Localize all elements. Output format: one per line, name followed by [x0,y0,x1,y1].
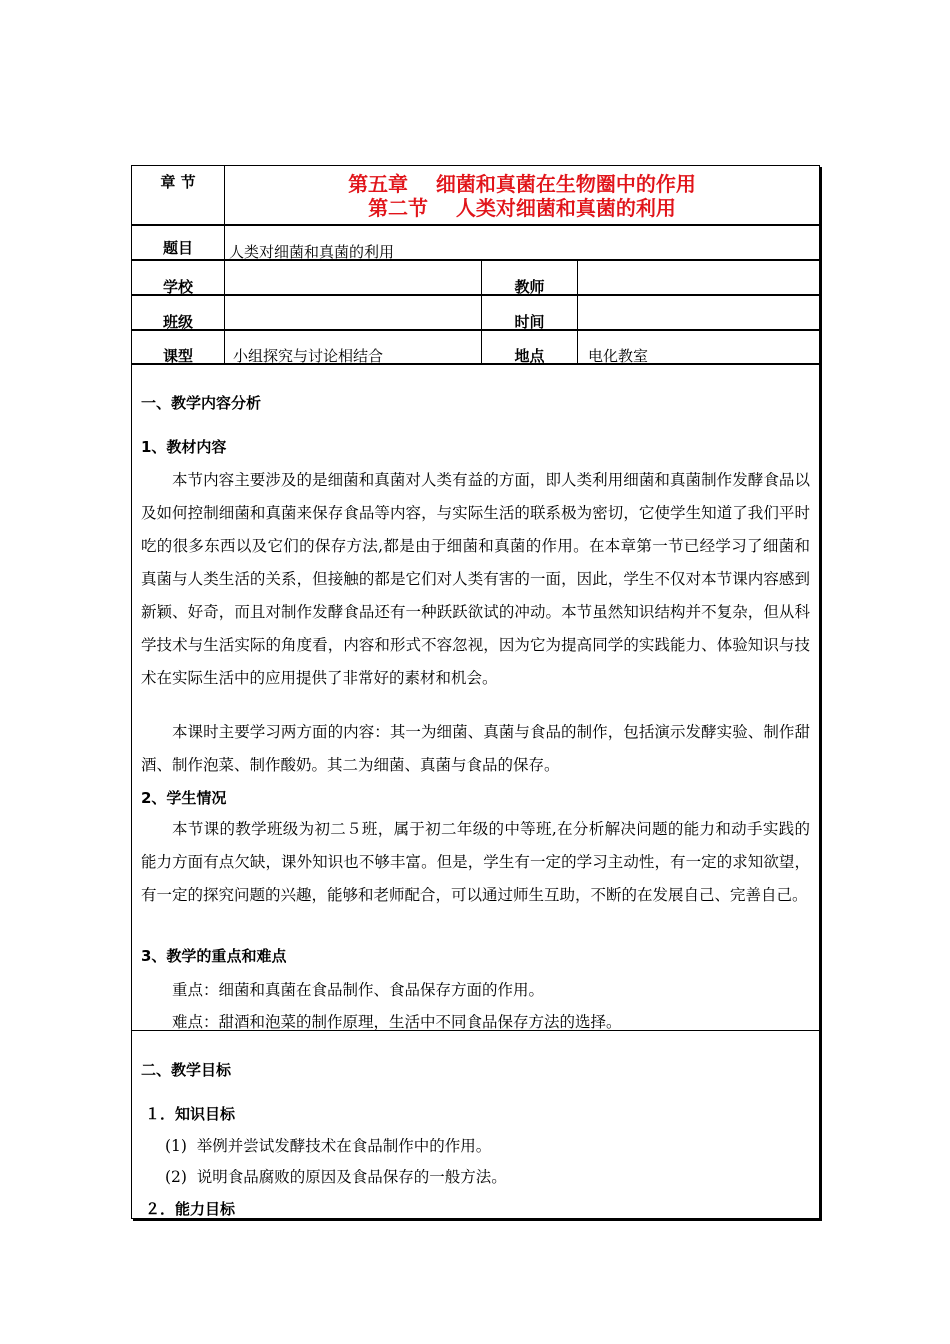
time-label: 时间 [514,313,545,331]
lesson-type-value: 小组探究与讨论相结合 [233,347,384,365]
knowledge-goal-title: １．知识目标 [145,1105,236,1123]
students-subtitle: 2、学生情况 [141,789,227,807]
key-points-subtitle: 3、教学的重点和难点 [141,947,287,965]
grid-line [132,294,820,296]
lesson-type-label: 课型 [162,347,193,365]
grid-line [132,224,820,226]
ability-goal-title: ２．能力目标 [145,1200,236,1218]
knowledge-goal-item: (1) 举例并尝试发酵技术在食品制作中的作用。 [165,1137,492,1155]
grid-line [224,166,225,364]
school-label: 学校 [162,278,193,296]
location-label: 地点 [514,347,545,365]
difficult-point: 难点：甜酒和泡菜的制作原理，生活中不同食品保存方法的选择。 [172,1013,622,1031]
grid-line [132,329,820,331]
section1-title: 一、教学内容分析 [141,394,262,412]
topic-value: 人类对细菌和真菌的利用 [229,243,395,261]
section-title: 第二节 人类对细菌和真菌的利用 [368,196,676,220]
grid-line [577,261,578,364]
location-value: 电化教室 [588,347,649,365]
section2-title: 二、教学目标 [141,1061,232,1079]
content-subtitle: 1、教材内容 [141,438,227,456]
class-label: 班级 [162,313,193,331]
students-paragraph: 本节课的教学班级为初二５班，属于初二年级的中等班,在分析解决问题的能力和动手实践的能力方面有点欠缺，课外知识也不够丰富。但是，学生有一定的学习主动性，有一定的求知欲望，有一定的探究问题的兴趣，能够和老师配合，可以通过师生互助，不断的在发展自己、完善自己。 [141,820,810,904]
chapter-label: 章 节 [160,173,196,191]
knowledge-goal-item: (2) 说明食品腐败的原因及食品保存的一般方法。 [165,1168,507,1186]
content-paragraph-1: 本节内容主要涉及的是细菌和真菌对人类有益的方面，即人类利用细菌和真菌制作发酵食品以及如何控制细菌和真菌来保存食品等内容，与实际生活的联系极为密切，它使学生知道了我们平时吃的很多东西以及它们的保存方法,都是由于细菌和真菌的作用。在本章第一节已经学习了细菌和真菌与人类生活的关系，但接触的都是它们对人类有害的一面，因此，学生不仅对本节课内容感到新颖、好奇，而且对制作发酵食品还有一种跃跃欲试的冲动。本节虽然知识结构并不复杂，但从科学技术与生活实际的角度看，内容和形式不容忽视，因为它为提高同学的实践能力、体验知识与技术在实际生活中的应用提供了非常好的素材和机会。 [141,471,810,687]
topic-label: 题目 [162,239,193,257]
content-paragraph-2: 本课时主要学习两方面的内容：其一为细菌、真菌与食品的制作，包括演示发酵实验、制作甜酒、制作泡菜、制作酸奶。其二为细菌、真菌与食品的保存。 [141,723,810,774]
teacher-label: 教师 [514,278,545,296]
key-point: 重点：细菌和真菌在食品制作、食品保存方面的作用。 [172,981,545,999]
chapter-title: 第五章 细菌和真菌在生物圈中的作用 [348,172,696,196]
